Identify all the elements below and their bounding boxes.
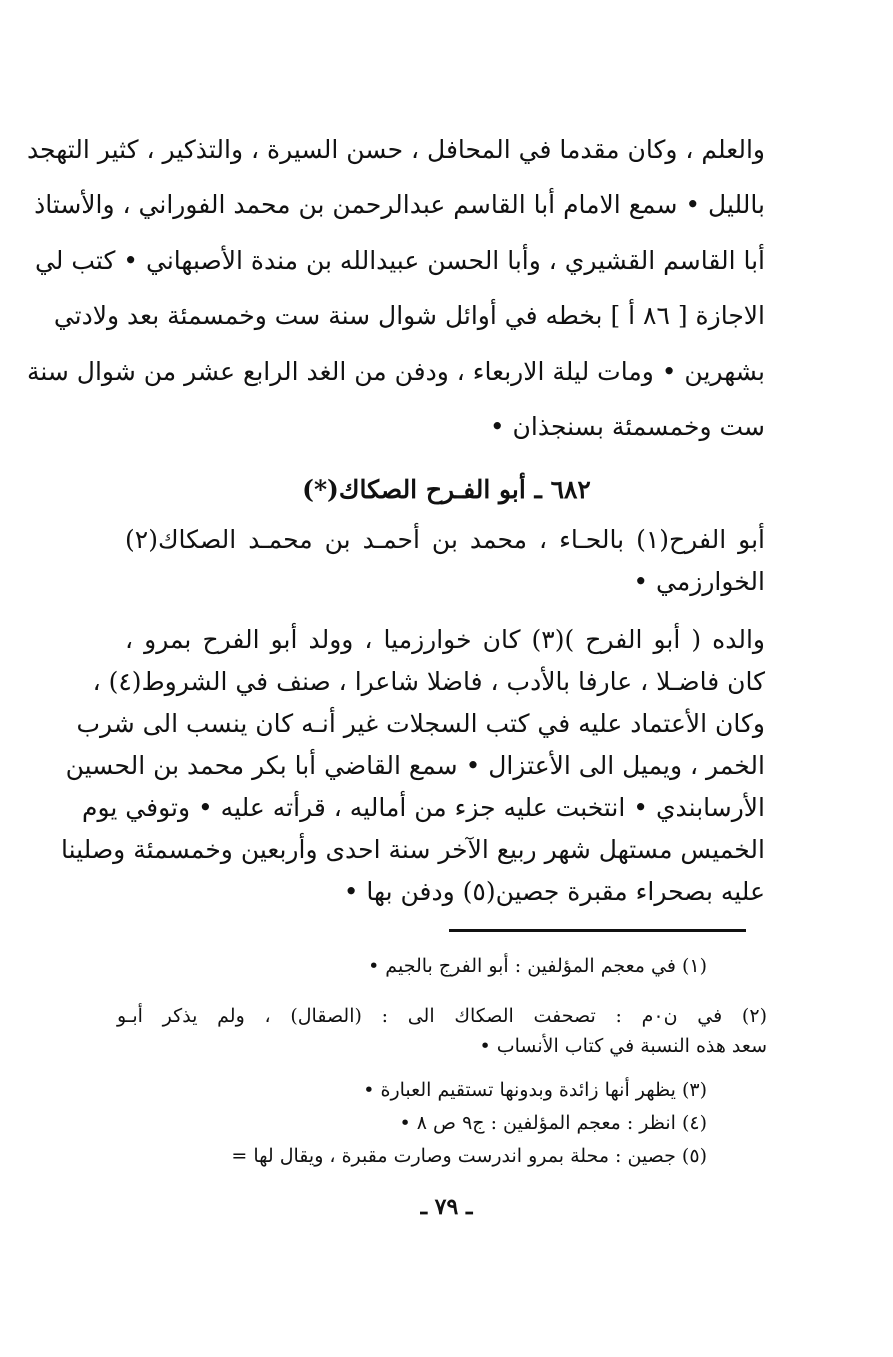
footnotes bbox=[117, 952, 767, 1182]
biography-paragraph bbox=[60, 622, 765, 922]
text-line: ست وخمسمئة بسنجذان • bbox=[489, 412, 765, 441]
text-line: الخوارزمي • bbox=[633, 567, 765, 596]
text-line: الاجازة [ ٨٦ أ ] بخطه في أوائل شوال سنة ست وخمسمئة بعد ولادتي bbox=[53, 301, 765, 330]
footnote-divider bbox=[449, 929, 746, 932]
text-line: الخميس مستهل شهر ربيع الآخر سنة احدى وأربعين وخمسمئة وصلينا bbox=[60, 835, 765, 864]
text-line: بشهرين • ومات ليلة الاربعاء ، ودفن من الغد الرابع عشر من شوال سنة bbox=[26, 357, 765, 386]
footnote-item: (٣) يظهر أنها زائدة وبدونها تستقيم العبارة • bbox=[363, 1079, 707, 1101]
text-line: والعلم ، وكان مقدما في المحافل ، حسن السيرة ، والتذكير ، كثير التهجد bbox=[26, 135, 765, 164]
text-line: والده ( أبو الفرح )(٣) كان خوارزميا ، وولد أبو الفرح بمرو ، bbox=[125, 625, 765, 654]
footnote-item: (٥) جصين : محلة بمرو اندرست وصارت مقبرة ، ويقال لها = bbox=[231, 1145, 707, 1167]
text-line: الأرسابندي • انتخبت عليه جزء من أماليه ، قرأته عليه • وتوفي يوم bbox=[82, 793, 765, 822]
text-line: وكان الأعتماد عليه في كتب السجلات غير أنـه كان ينسب الى شرب bbox=[76, 709, 765, 738]
intro-paragraph bbox=[26, 132, 765, 452]
page-number: ـ ٧٩ ـ bbox=[420, 1194, 473, 1220]
text-line: عليه بصحراء مقبرة جصين(٥) ودفن بها • bbox=[343, 877, 765, 906]
footnote-item: (١) في معجم المؤلفين : أبو الفرج بالجيم • bbox=[368, 955, 707, 977]
text-line: كان فاضـلا ، عارفا بالأدب ، فاضلا شاعرا ، صنف في الشروط(٤) ، bbox=[92, 667, 765, 696]
footnote-continuation: سعد هذه النسبة في كتاب الأنساب • bbox=[479, 1035, 767, 1057]
text-line: أبا القاسم القشيري ، وأبا الحسن عبيدالله بن مندة الأصبهاني • كتب لي bbox=[34, 246, 765, 275]
text-line: الخمر ، ويميل الى الأعتزال • سمع القاضي أبا بكر محمد بن الحسين bbox=[65, 751, 765, 780]
text-line: أبو الفرح(١) بالحـاء ، محمد بن أحمـد بن محمـد الصكاك(٢) bbox=[125, 525, 765, 554]
entry-paragraph bbox=[125, 522, 765, 602]
entry-heading: ٦٨٢ ـ أبو الفـرح الصكاك(*) bbox=[302, 475, 591, 504]
footnote-item: (٢) في ن٠م : تصحفت الصكاك الى : (الصقال) ، ولم يذكر أبـو bbox=[117, 1005, 767, 1027]
text-line: بالليل • سمع الامام أبا القاسم عبدالرحمن بن محمد الفوراني ، والأستاذ bbox=[34, 190, 765, 219]
footnote-item: (٤) انظر : معجم المؤلفين : ج٩ ص ٨ • bbox=[399, 1112, 707, 1134]
